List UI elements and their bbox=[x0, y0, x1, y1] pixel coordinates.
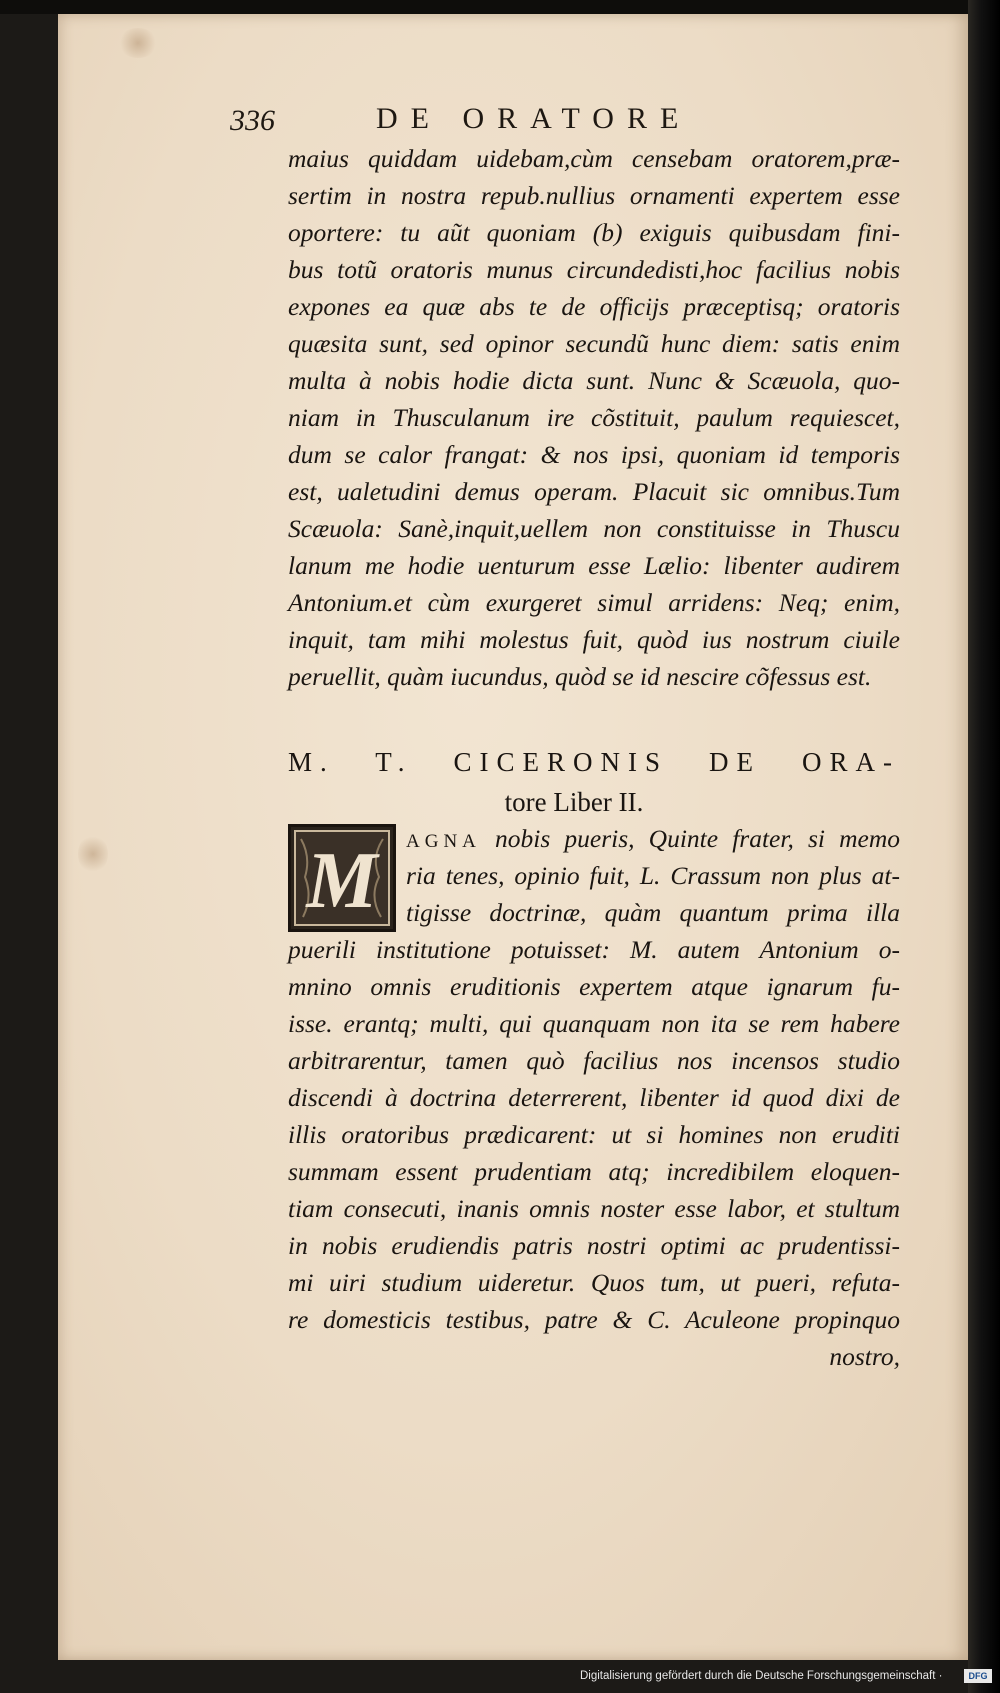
text-line: Scæuola: Sanè,inquit,uellem non constituisse in Thuscu bbox=[288, 514, 900, 543]
text-line: tigisse doctrinæ, quàm quantum prima illa bbox=[406, 898, 900, 927]
text-line: illis oratoribus prædicarent: ut si homines non eruditi bbox=[288, 1120, 900, 1149]
text-line: multa à nobis hodie dicta sunt. Nunc & Scæuola, quo- bbox=[288, 366, 900, 395]
book-title bbox=[288, 742, 900, 822]
text-line: summam essent prudentiam atq; incredibilem eloquen- bbox=[288, 1157, 900, 1186]
text-line: niam in Thusculanum ire cõstituit, paulum requiescet, bbox=[288, 403, 900, 432]
running-head: DE ORATORE bbox=[376, 102, 692, 135]
text-line bbox=[406, 820, 900, 857]
book-title-line-1: M. T. CICERONIS DE ORA- bbox=[288, 747, 900, 777]
text-line: quæsita sunt, sed opinor secundũ hunc diem: satis enim bbox=[288, 329, 900, 358]
dfg-logo: DFG bbox=[964, 1669, 992, 1683]
text-line: sertim in nostra repub.nullius ornamenti expertem esse bbox=[288, 181, 900, 210]
digitization-credit: Digitalisierung gefördert durch die Deutsche Forschungsgemeinschaft · bbox=[580, 1670, 943, 1682]
initial-letter-graphic bbox=[291, 827, 393, 929]
text-line: inquit, tam mihi molestus fuit, quòd ius nostrum ciuile bbox=[288, 625, 900, 654]
chapter-text bbox=[288, 820, 900, 1375]
catchword: nostro, bbox=[829, 1342, 900, 1371]
text-line-rest: nobis pueris, Quinte frater, si memo bbox=[480, 824, 900, 853]
text-line: est, ualetudini demus operam. Placuit sic omnibus.Tum bbox=[288, 477, 900, 506]
decorated-initial-m bbox=[288, 824, 396, 932]
text-line: tiam consecuti, inanis omnis noster esse labor, et stultum bbox=[288, 1194, 900, 1223]
text-line: maius quiddam uidebam,cùm censebam oratorem,præ- bbox=[288, 144, 900, 173]
body-text bbox=[288, 140, 900, 695]
book-title-line-2: tore Liber II. bbox=[504, 787, 644, 817]
text-line: oportere: tu aũt quoniam (b) exiguis quibusdam fini- bbox=[288, 218, 900, 247]
page-number: 336 bbox=[230, 104, 275, 137]
paper-stain bbox=[78, 834, 108, 874]
text-line: expones ea quæ abs te de officijs præceptisq; oratoris bbox=[288, 292, 900, 321]
text-line: peruellit, quàm iucundus, quòd se id nescire cõfessus est. bbox=[288, 662, 872, 691]
text-line: mi uiri studium uideretur. Quos tum, ut pueri, refuta- bbox=[288, 1268, 900, 1297]
text-line: Antonium.et cùm exurgeret simul arridens: Neq; enim, bbox=[288, 588, 900, 617]
initial-letter: M bbox=[306, 837, 378, 925]
text-line: re domesticis testibus, patre & C. Aculeone propinquo bbox=[288, 1305, 900, 1334]
text-line: bus totũ oratoris munus circundedisti,hoc facilius nobis bbox=[288, 255, 900, 284]
scan-right-edge bbox=[968, 0, 1000, 1693]
scan-top-edge bbox=[0, 0, 1000, 14]
small-caps-opening: AGNA bbox=[406, 831, 481, 852]
text-line: ria tenes, opinio fuit, L. Crassum non plus at- bbox=[406, 861, 900, 890]
text-line: puerili institutione potuisset: M. autem Antonium o- bbox=[288, 935, 900, 964]
text-line: discendi à doctrina deterrerent, libenter id quod dixi de bbox=[288, 1083, 900, 1112]
text-line: lanum me hodie uenturum esse Lælio: libenter audirem bbox=[288, 551, 900, 580]
text-line: in nobis erudiendis patris nostri optimi ac prudentissi- bbox=[288, 1231, 900, 1260]
text-line: dum se calor frangat: & nos ipsi, quoniam id temporis bbox=[288, 440, 900, 469]
text-line: mnino omnis eruditionis expertem atque ignarum fu- bbox=[288, 972, 900, 1001]
text-line: arbitrarentur, tamen quò facilius nos incensos studio bbox=[288, 1046, 900, 1075]
paper-stain bbox=[118, 28, 158, 58]
page-header bbox=[230, 100, 870, 140]
text-line: isse. erantq; multi, qui quanquam non ita se rem habere bbox=[288, 1009, 900, 1038]
